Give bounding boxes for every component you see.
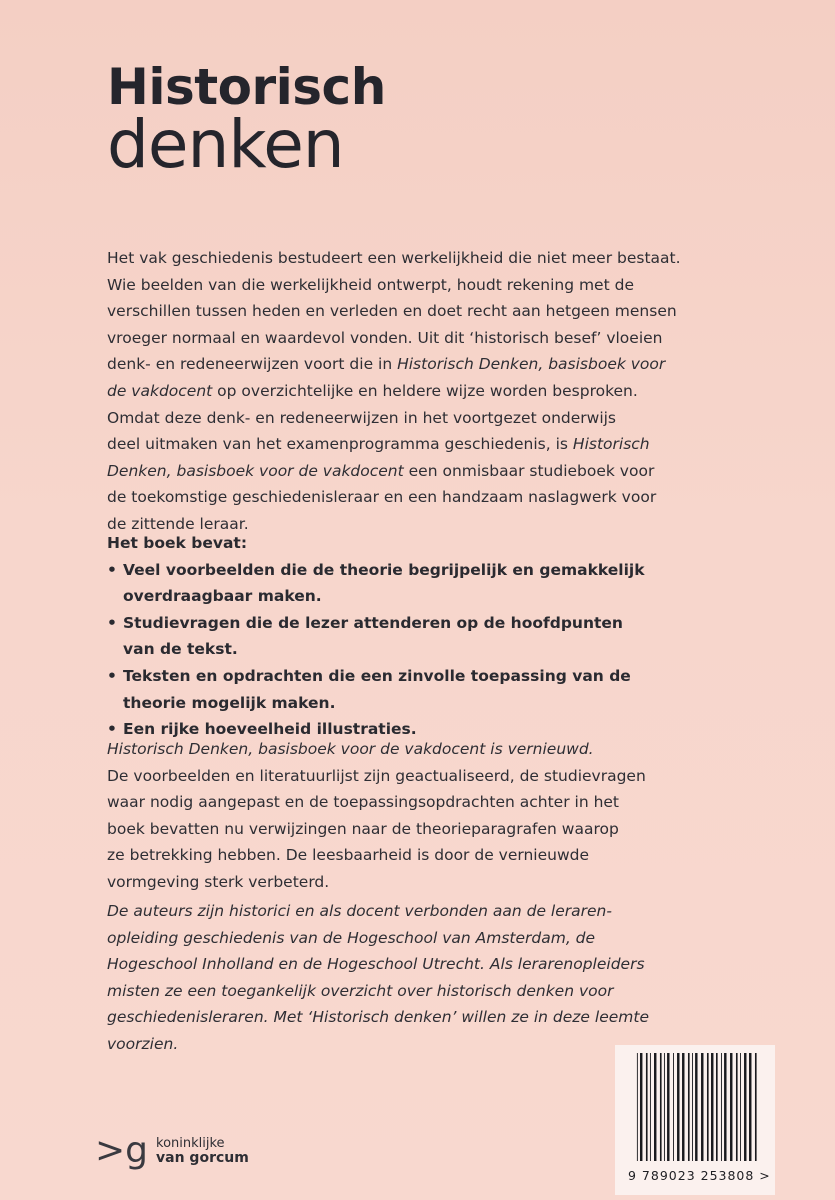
authors-line: Hogeschool Inholland en de Hogeschool Utrecht. Als lerarenopleiders — [107, 955, 645, 974]
renewed-line: boek bevatten nu verwijzingen naar de theorieparagrafen waarop — [107, 819, 619, 838]
isbn-number: 9 789023 253808 > — [628, 1168, 771, 1183]
feature-line: theorie mogelijk maken. — [123, 693, 336, 712]
feature-line: • Teksten en opdrachten die een zinvolle toepassing van de — [123, 666, 631, 685]
book-title — [107, 58, 386, 183]
barcode-bar — [650, 1053, 651, 1161]
barcode-bar — [707, 1053, 709, 1161]
intro-line: de zittende leraar. — [107, 514, 249, 533]
barcode-bar — [724, 1053, 726, 1161]
barcode-bar — [721, 1053, 722, 1161]
publisher-logo-icon: >g — [95, 1130, 149, 1171]
authors-line: opleiding geschiedenis van de Hogeschool van Amsterdam, de — [107, 928, 596, 947]
publisher-name-line-2: van gorcum — [156, 1150, 249, 1166]
intro-line — [107, 378, 747, 405]
barcode-bar — [673, 1053, 674, 1161]
intro-line: Omdat deze denk- en redeneerwijzen in het voortgezet onderwijs — [107, 408, 617, 427]
barcode-bar — [640, 1053, 642, 1161]
barcode-bar — [730, 1053, 732, 1161]
intro-book-title: Historisch — [572, 435, 650, 454]
barcode-bar — [736, 1053, 738, 1161]
feature-item — [107, 663, 747, 716]
intro-text: denk- en redeneerwijzen voort die in — [107, 355, 398, 374]
barcode-icon — [635, 1053, 763, 1165]
title-line-2: denken — [107, 106, 344, 183]
barcode-bar — [701, 1053, 703, 1161]
barcode-bar — [688, 1053, 690, 1161]
barcode-bar — [755, 1053, 757, 1161]
barcode-bar — [695, 1053, 697, 1161]
feature-line: • Veel voorbeelden die de theorie begrijpelijk en gemakkelijk — [123, 560, 645, 579]
intro-book-title: de vakdocent — [107, 381, 213, 400]
intro-book-title: Denken, basisboek voor de vakdocent — [107, 461, 404, 480]
authors-line: De auteurs zijn historici en als docent verbonden aan de leraren- — [107, 902, 612, 920]
publisher-logo — [95, 1130, 249, 1171]
intro-line: Het vak geschiedenis bestudeert een werkelijkheid die niet meer bestaat. — [107, 249, 681, 267]
publisher-name — [156, 1136, 249, 1166]
barcode-bar — [667, 1053, 669, 1161]
features-heading: Het boek bevat: — [107, 534, 248, 552]
intro-line: vroeger normaal en waardevol vonden. Uit dit ‘historisch besef’ vloeien — [107, 328, 663, 347]
intro-text: deel uitmaken van het examenprogramma geschiedenis, is — [107, 435, 573, 454]
barcode-bar — [677, 1053, 679, 1161]
intro-line: Wie beelden van die werkelijkheid ontwerpt, houdt rekening met de — [107, 275, 634, 294]
feature-line: overdraagbaar maken. — [123, 587, 322, 606]
title-line-1: Historisch — [107, 58, 386, 116]
barcode-bar — [637, 1053, 638, 1161]
feature-item — [107, 610, 747, 663]
barcode-bar — [660, 1053, 662, 1161]
intro-line: verschillen tussen heden en verleden en doet recht aan hetgeen mensen — [107, 302, 677, 321]
barcode-bar — [654, 1053, 656, 1161]
renewed-line: De voorbeelden en literatuurlijst zijn geactualiseerd, de studievragen — [107, 766, 646, 785]
intro-line — [107, 458, 747, 485]
barcode-bar — [716, 1053, 718, 1161]
renewed-lead: Historisch Denken, basisboek voor de vakdocent is vernieuwd. — [107, 740, 594, 758]
intro-text: op overzichtelijke en heldere wijze worden besproken. — [212, 381, 638, 400]
intro-paragraph — [107, 245, 747, 538]
feature-item — [107, 557, 747, 610]
authors-line: geschiedenisleraren. Met ‘Historisch denken’ willen ze in deze leemte — [107, 1008, 649, 1027]
barcode-bar — [646, 1053, 648, 1161]
features-section — [107, 530, 747, 743]
renewed-paragraph — [107, 736, 747, 896]
authors-line: misten ze een toegankelijk overzicht over historisch denken voor — [107, 981, 614, 1000]
intro-line: de toekomstige geschiedenisleraar en een handzaam naslagwerk voor — [107, 488, 657, 507]
barcode-bar — [711, 1053, 713, 1161]
barcode-bar — [740, 1053, 741, 1161]
renewed-line: waar nodig aangepast en de toepassingsopdrachten achter in het — [107, 793, 620, 812]
barcode-bar — [682, 1053, 684, 1161]
intro-text: een onmisbaar studieboek voor — [403, 461, 655, 480]
barcode-bar — [664, 1053, 665, 1161]
barcode-bar — [744, 1053, 746, 1161]
barcode-bar — [749, 1053, 751, 1161]
feature-line: • Een rijke hoeveelheid illustraties. — [123, 720, 417, 739]
authors-line: voorzien. — [107, 1034, 179, 1053]
renewed-line: ze betrekking hebben. De leesbaarheid is door de vernieuwde — [107, 846, 590, 865]
intro-book-title: Historisch Denken, basisboek voor — [397, 355, 666, 374]
renewed-line: vormgeving sterk verbeterd. — [107, 872, 330, 891]
barcode-bar — [692, 1053, 693, 1161]
intro-line — [107, 431, 747, 458]
feature-line: van de tekst. — [123, 640, 238, 659]
features-list — [107, 557, 747, 743]
authors-paragraph — [107, 898, 747, 1058]
intro-line — [107, 351, 747, 378]
feature-line: • Studievragen die de lezer attenderen op de hoofdpunten — [123, 613, 623, 632]
publisher-name-line-1: koninklijke — [156, 1136, 225, 1151]
